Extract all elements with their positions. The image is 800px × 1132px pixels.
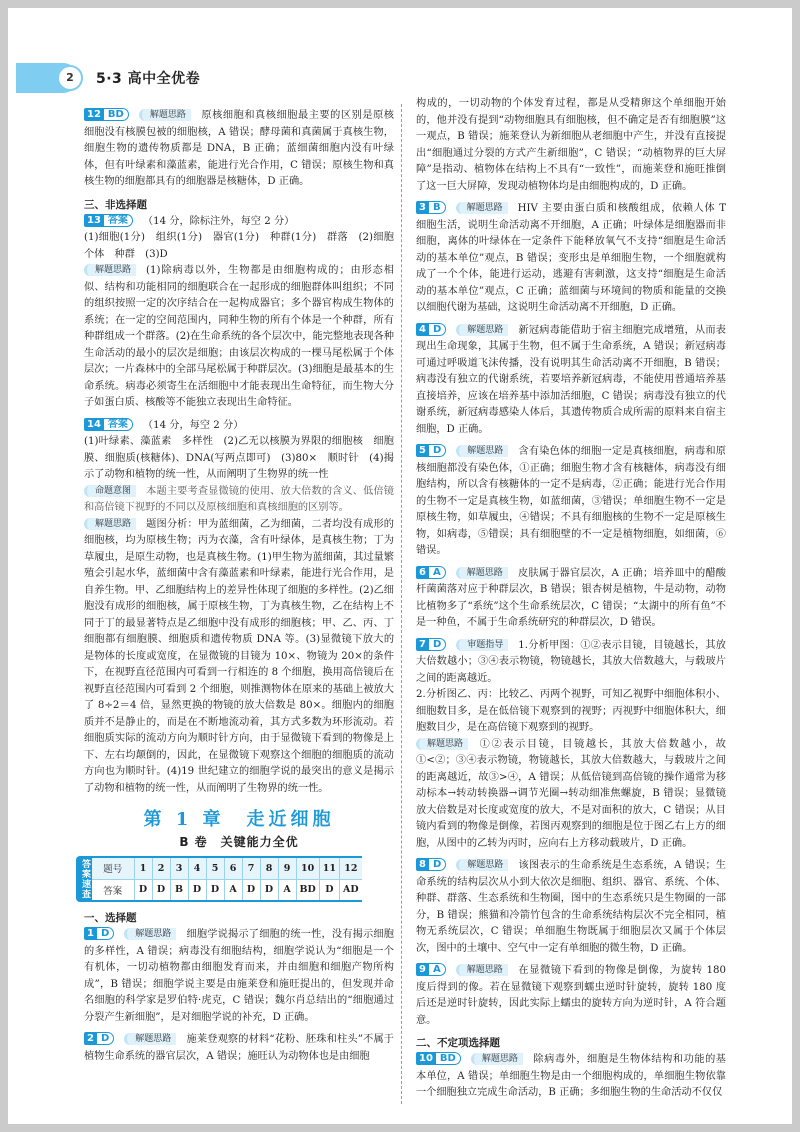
answer-badge: D <box>429 444 446 457</box>
answer-badge: BD <box>104 108 129 121</box>
solution-tag: 解题思路 <box>471 1053 523 1065</box>
answer-cell: A <box>224 879 242 901</box>
explanation-text: HIV 主要由蛋白质和核酸组成，依赖人体 T 细胞生活，说明生命活动离不开细胞，A 正确；叶绿体是细胞器而非细胞，离体的叶绿体在一定条件下能释放氧气不支持“细胞是生命活动的基本单位”观点，B 错误；变形虫是单细胞生物，一个细胞就构成了一个个体，能进行运动，逃避有害刺激，这支持“细胞是生命活动的基本单位”观点，C 正确；蓝细菌与环境间的物质和能量的交换以细胞代谢为基础，这说明生命活动离不开细胞，D 正确。 <box>416 203 726 313</box>
answer-cell: D <box>152 879 170 901</box>
intent-tag: 命题意图 <box>84 485 136 497</box>
question-number-cell: 3 <box>170 857 188 879</box>
solution-tag: 解题思路 <box>416 738 468 750</box>
question-12 <box>84 108 394 191</box>
question-number: 13 <box>84 214 104 227</box>
question-number-cell: 1 <box>134 857 152 879</box>
explanation-text: 细胞学说揭示了细胞的统一性，没有揭示细胞的多样性，A 错误；病毒没有细胞结构，细胞学说认为“细胞是一个有机体，一切动植物都由细胞发育而来，并由细胞和细胞产物所构成”，B 错误；细胞学说主要是由施莱登和施旺提出的，但发现并命名细胞的科学家是罗伯特·虎克，C 错误；魏尔肖总结出的“细胞通过分裂产生新细胞”，是对细胞学说的补充，D 正确。 <box>84 929 394 1023</box>
solution-tag: 解题思路 <box>456 964 508 976</box>
left-column <box>80 108 405 1071</box>
question-10 <box>416 1052 726 1102</box>
guide-text-1: 1.分析甲图：①②表示目镜，目镜越长，其放大倍数越小；③④表示物镜，物镜越长，其放大倍数越大，与载玻片之间的距离越近。 <box>416 639 726 684</box>
question-number: 3 <box>416 201 429 214</box>
answer-cell: D <box>260 879 278 901</box>
question-number-cell: 5 <box>206 857 224 879</box>
solution-tag: 解题思路 <box>456 859 508 871</box>
solution-tag: 解题思路 <box>456 567 508 579</box>
answer-cell: D <box>319 879 339 901</box>
solution-tag: 解题思路 <box>124 1033 176 1045</box>
score-note: （14 分，每空 2 分） <box>142 419 244 431</box>
explanation-text: 在显微镜下看到的物像是倒像，为旋转 180 度后得到的像。若在显微镜下观察到蠕虫逆时针旋转，旋转 180 度后还是逆时针旋转，因此实际上蠕虫的旋转方向为逆时针，A 符合题意。 <box>416 965 726 1026</box>
solution-tag: 解题思路 <box>456 445 508 457</box>
question-8 <box>416 858 726 957</box>
solution-tag: 解题思路 <box>84 264 136 276</box>
row-label-answer: 答案 <box>103 885 123 897</box>
answer-text: (1)细胞(1分) 组织(1分) 器官(1分) 种群(1分) 群落 (2)细胞 个体 种群 (3)D <box>84 232 405 260</box>
answer-badge: A <box>429 566 446 579</box>
answer-badge: D <box>97 927 114 940</box>
answer-cell: D <box>206 879 224 901</box>
section-heading: 二、不定项选择题 <box>416 1037 500 1049</box>
question-5 <box>416 444 726 560</box>
question-number: 14 <box>84 418 104 431</box>
question-number: 6 <box>416 566 429 579</box>
page-number: 2 <box>57 65 83 91</box>
question-number-cell: 6 <box>224 857 242 879</box>
answer-badge: A <box>429 963 446 976</box>
explanation-text: 题图分析：甲为蓝细菌，乙为细菌，二者均没有成形的细胞核，均为原核生物；丙为衣藻，含有叶绿体，是真核生物；丁为草履虫，是原生动物，也是真核生物。(1)甲生物为蓝细菌，其过量繁殖会引起水华，蓝细菌中含有藻蓝素和叶绿素，能进行光合作用，是自养生物。甲、乙细胞结构上的差异性体现了细胞的多样性。(2)乙细胞没有成形的细胞核，属于原核生物，丁为真核生物，乙在结构上不同于丁的最显著特点是乙细胞中没有成形的细胞核；甲、乙、丙、丁细胞都有细胞膜、细胞质和遗传物质 DNA 等。(3)显微镜下放大的是物体的长度或宽度，在显微镜的目镜为 10×、物镜为 20×的条件下，在视野直径范围内可看到一行相连的 8 个细胞，换用高倍镜后在视野直径范围内可看到 2 个细胞，则推测物体在原来的基础上被放大了 8÷2＝4 倍，显然更换的物镜的放大倍数是 80×。细胞内的细胞质并不是静止的，而是在不断地流动着，其方式多数为环形流动。若细胞质实际的流动方向为顺时针方向，由于显微镜下看到的物像是上下、左右均颠倒的，因此，在显微镜下观察这个细胞的细胞质的流动方向也为顺时针。(4)19 世纪建立的细胞学说的最突出的意义是揭示了动物和植物的统一性，从而阐明了生物界的统一性。 <box>84 518 394 794</box>
question-number: 7 <box>416 638 429 651</box>
answer-badge: BD <box>436 1052 461 1065</box>
section-heading: 一、选择题 <box>84 912 137 924</box>
question-number: 4 <box>416 323 429 336</box>
book-title: 5·3 高中全优卷 <box>96 71 201 87</box>
question-7 <box>416 638 726 853</box>
explanation-text: 含有染色体的细胞一定是真核细胞，病毒和原核细胞都没有染色体，①正确；细胞生物才含有核糖体，病毒没有细胞结构，所以含有核糖体的一定不是病毒，②正确；能进行光合作用的生物不一定是真核生物，如蓝细菌，③错误；单细胞生物不一定是原核生物，如草履虫，④错误；不具有细胞核的生物不一定是原核生物，如病毒，⑤错误；具有细胞壁的不一定是植物细胞，如细菌，⑥错误。 <box>416 446 726 556</box>
answer-cell: D <box>134 879 152 901</box>
column-divider <box>401 104 402 1104</box>
explanation-text: 皮肤属于器官层次，A 正确；培养皿中的醋酸杆菌菌落对应于种群层次，B 错误；银杏树是植物，牛是动物，动物比植物多了“系统”这个生命系统层次，C 错误；“太湖中的所有鱼”不是一种鱼，不属于生命系统研究的种群层次，D 错误。 <box>416 567 726 628</box>
question-number-cell: 9 <box>278 857 296 879</box>
question-6 <box>416 566 726 632</box>
explanation-text: 新冠病毒能借助于宿主细胞完成增殖，从而表现出生命现象，其属于生物，但不属于生命系统，A 错误；新冠病毒可通过呼吸道飞沫传播，没有说明其生命活动离不开细胞，B 错误；病毒没有独立的代谢系统，若要培养新冠病毒，不能使用普通培养基直接培养，应该在培养基中添加活细胞，C 错误；病毒没有独立的代谢系统，新冠病毒感染人体后，其遗传物质合成所需的原料来自宿主细胞，D 正确。 <box>416 324 726 435</box>
answer-badge: D <box>97 1032 114 1045</box>
score-note: （14 分，除标注外，每空 2 分） <box>142 215 295 227</box>
question-number-cell: 12 <box>340 857 362 879</box>
answer-cell: BD <box>296 879 319 901</box>
question-number-cell: 8 <box>260 857 278 879</box>
guide-tag: 审题指导 <box>456 639 508 651</box>
answer-badge: 答案 <box>104 418 133 431</box>
intent-text: 本题主要考查显微镜的使用、放大倍数的含义、低倍镜和高倍镜下视野的不同以及原核细胞和真核细胞的区别等。 <box>84 485 394 513</box>
question-number: 12 <box>84 108 104 121</box>
explanation-text: ①②表示目镜，目镜越长，其放大倍数越小，故①<②；③④表示物镜，物镜越长，其放大倍数越大，与载玻片之间的距离越近，故③>④，A 错误；从低倍镜到高倍镜的操作通常为移动标本→转动转换器→调节光圈→转动细准焦螺旋，B 错误；显微镜放大倍数是对长度或宽度的放大，不是对面积的放大，C 错误；从目镜内看到的物像是倒像，若图丙观察到的细胞是位于图乙右上方的细胞，从图中的乙转为丙时，应向右上方移动载玻片，D 正确。 <box>416 738 726 849</box>
explanation-text: 原核细胞和真核细胞最主要的区别是原核细胞没有核膜包被的细胞核，A 错误；酵母菌和真菌属于真核生物，细胞生物的遗传物质都是 DNA，B 正确；蓝细菌细胞内没有叶绿体，但有叶绿素和藻蓝素，能进行光合作用，C 错误；原核生物和真核生物的细胞都具有的细胞器是核糖体，D 正确。 <box>84 110 394 187</box>
question-number-cell: 2 <box>152 857 170 879</box>
question-number-cell: 7 <box>242 857 260 879</box>
answer-badge: 答案 <box>104 214 133 227</box>
solution-tag: 解题思路 <box>139 109 191 121</box>
right-column <box>416 96 726 1108</box>
question-number: 5 <box>416 444 429 457</box>
question-13 <box>84 214 405 412</box>
quick-answer-label: 答案速查 <box>76 856 92 902</box>
question-number: 8 <box>416 858 429 871</box>
question-1 <box>84 927 394 1026</box>
question-14 <box>84 418 394 798</box>
explanation-text: 施莱登观察的材料“花粉、胚珠和柱头”不属于植物生命系统的器官层次，A 错误；施旺认为动物体也是由细胞 <box>84 1034 394 1062</box>
question-number: 2 <box>84 1032 97 1045</box>
chapter-subtitle: B 卷 关键能力全优 <box>179 835 299 849</box>
question-4 <box>416 323 726 439</box>
question-2-continued: 构成的，一切动物的个体发育过程，都是从受精卵这个单细胞开始的，他并没有提到“动物细胞具有细胞核，但不确定是否有细胞膜”这一观点，B 错误；施莱登认为新细胞从老细胞中产生，并没有直接提出“细胞通过分裂的方式产生新细胞”，C 错误；“动植物界的巨大屏障”是指动、植物体在结构上不具有“一致性”，而施莱登和施旺推倒了这一巨大屏障，发现动植物体均是由细胞构成的，D 正确。 <box>416 98 726 192</box>
explanation-text: 除病毒外，细胞是生物体结构和功能的基本单位，A 错误；单细胞生物是由一个细胞构成的，单细胞生物依靠一个细胞独立完成生命活动，B 正确；多细胞生物的生命活动不仅仅 <box>416 1054 726 1098</box>
solution-tag: 解题思路 <box>456 324 508 336</box>
question-9 <box>416 963 726 1029</box>
question-number-cell: 11 <box>319 857 339 879</box>
answer-cell: AD <box>340 879 362 901</box>
document-page <box>8 8 792 1124</box>
answer-text: (1)叶绿素、藻蓝素 多样性 (2)乙无以核膜为界限的细胞核 细胞膜、细胞质(核糖体)、DNA(写两点即可) (3)80× 顺时针 (4)揭示了动物和植物的统一性，从而阐明了生物界的统一性 <box>84 436 394 480</box>
explanation-text: 该图表示的生命系统是生态系统，A 错误；生命系统的结构层次从小到大依次是细胞、组织、器官、系统、个体、种群、群落、生态系统和生物圈，图中的生态系统只是生物圈的一部分，B 错误；熊猫和冷箭竹包含的生命系统结构层次不完全相同，植物无系统层次，C 错误；单细胞生物既属于细胞层次又属于个体层次，图中的土壤中、空气中一定有单细胞的微生物，D 正确。 <box>416 860 726 954</box>
question-number: 9 <box>416 963 429 976</box>
answer-cell: D <box>188 879 206 901</box>
quick-answer-table <box>76 856 394 902</box>
answer-badge: D <box>429 638 446 651</box>
answer-badge: D <box>429 323 446 336</box>
section-heading: 三、非选择题 <box>84 198 147 211</box>
question-2 <box>84 1032 394 1065</box>
question-number: 1 <box>84 927 97 940</box>
answer-cell: B <box>170 879 188 901</box>
answer-badge: D <box>429 858 446 871</box>
solution-tag: 解题思路 <box>124 928 176 940</box>
answer-cell: D <box>242 879 260 901</box>
question-number-cell: 10 <box>296 857 319 879</box>
question-number-cell: 4 <box>188 857 206 879</box>
chapter-title: 第 1 章 走近细胞 <box>143 809 335 830</box>
answer-cell: A <box>278 879 296 901</box>
answer-badge: B <box>429 201 446 214</box>
guide-text-2: 2.分析图乙、丙：比较乙、丙两个视野，可知乙视野中细胞体积小、细胞数目多，是在低倍镜下观察到的视野；丙视野中细胞体积大，细胞数目少，是在高倍镜下观察到的视野。 <box>416 689 726 733</box>
row-label-number: 题号 <box>103 864 123 876</box>
question-3 <box>416 201 726 317</box>
explanation-text: (1)除病毒以外，生物都是由细胞构成的；由形态相似、结构和功能相同的细胞联合在一起形成的细胞群体叫组织；不同的组织按照一定的次序结合在一起构成器官；多个器官构成生物体的系统；在一定的空间范围内，同种生物的所有个体是一个种群，所有种群组成一个群落。(2)在生命系统的各个层次中，能完整地表现各种生命活动的最小的层次是细胞；由该层次构成的一棵马尾松属于个体层次；一片森林中的全部马尾松属于种群层次。(3)细胞是最基本的生命系统。病毒必须寄生在活细胞中才能表现出生命特征，而生物大分子如蛋白质、核酸等不能独立表现出生命特征。 <box>84 265 394 408</box>
solution-tag: 解题思路 <box>456 202 508 214</box>
question-number: 10 <box>416 1052 436 1065</box>
solution-tag: 解题思路 <box>84 518 136 530</box>
